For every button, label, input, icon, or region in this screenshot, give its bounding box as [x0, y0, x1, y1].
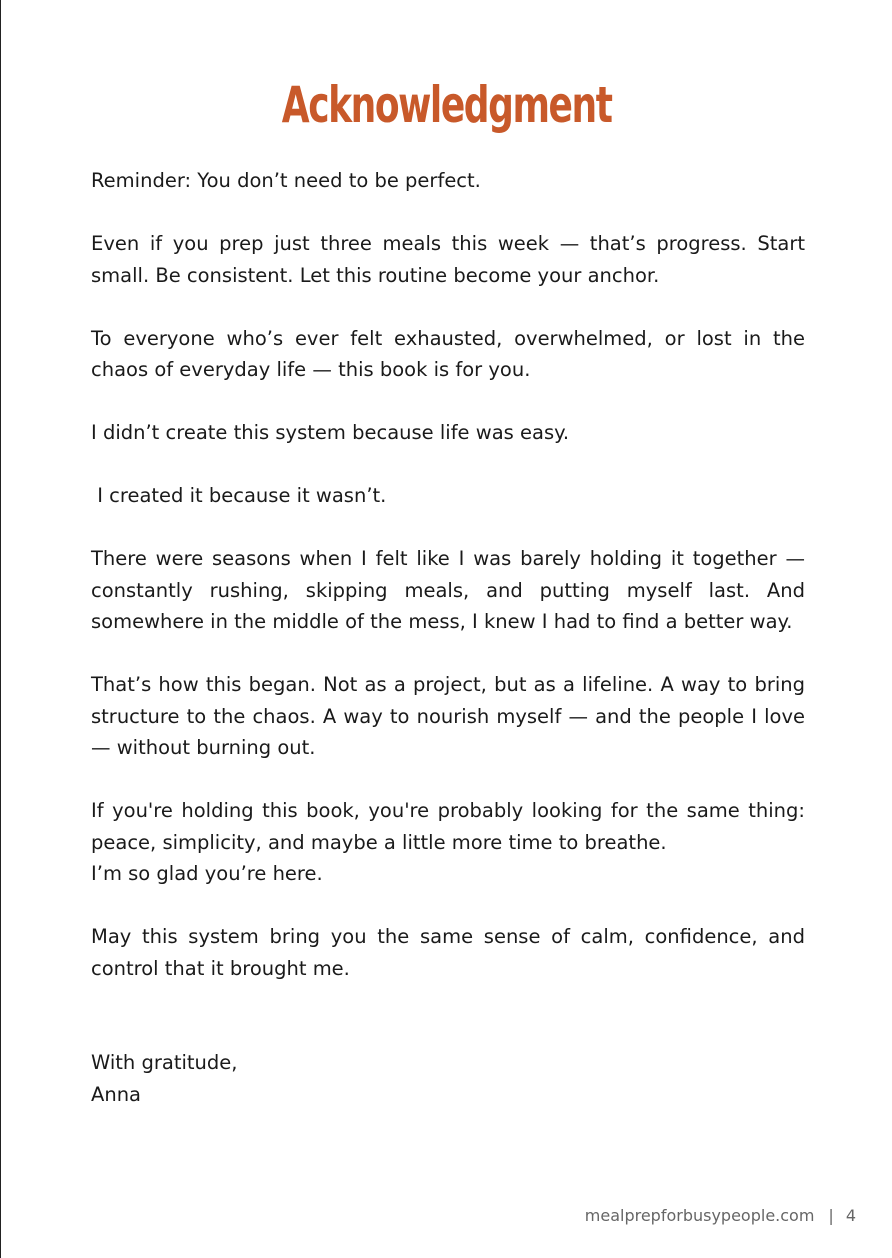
page-number: 4 — [845, 1206, 856, 1225]
signature-closing: With gratitude, — [91, 1051, 238, 1074]
signature-name: Anna — [91, 1082, 142, 1106]
acknowledgment-body — [91, 165, 805, 1110]
spacer — [91, 1016, 805, 1048]
page-title: Acknowledgment — [281, 76, 612, 134]
paragraph-reminder: Reminder: You don’t need to be perfect. — [91, 169, 481, 192]
paragraph-glad-line: I’m so glad you’re here. — [91, 862, 323, 885]
paragraph-progress: Even if you prep just three meals this week — that’s progress. Start small. Be consistent. Let this routine become your anchor. — [91, 232, 805, 287]
paragraph-may-system: May this system bring you the same sense of calm, confidence, and control that it brought me. — [91, 925, 805, 980]
paragraph-how-began: That’s how this began. Not as a project, but as a lifeline. A way to bring structure to the chaos. A way to nourish myself — and the people I love — without burning out. — [91, 673, 805, 759]
paragraph-seasons: There were seasons when I felt like I was barely holding it together — constantly rushing, skipping meals, and putting myself last. And somewhere in the middle of the mess, I knew I had to find a better way. — [91, 547, 805, 633]
paragraph-created: I created it because it wasn’t. — [91, 484, 387, 507]
footer-website: mealprepforbusypeople.com — [584, 1206, 815, 1225]
page-footer — [585, 1204, 856, 1228]
paragraph-holding-book — [91, 795, 805, 890]
paragraph-dedication: To everyone who’s ever felt exhausted, overwhelmed, or lost in the chaos of everyday life — this book is for you. — [91, 326, 805, 381]
paragraph-holding-book-line: If you're holding this book, you're probably looking for the same thing: peace, simplicity, and maybe a little more time to breathe. — [91, 799, 805, 854]
footer-separator: | — [828, 1206, 834, 1225]
paragraph-not-easy: I didn’t create this system because life was easy. — [91, 421, 570, 444]
